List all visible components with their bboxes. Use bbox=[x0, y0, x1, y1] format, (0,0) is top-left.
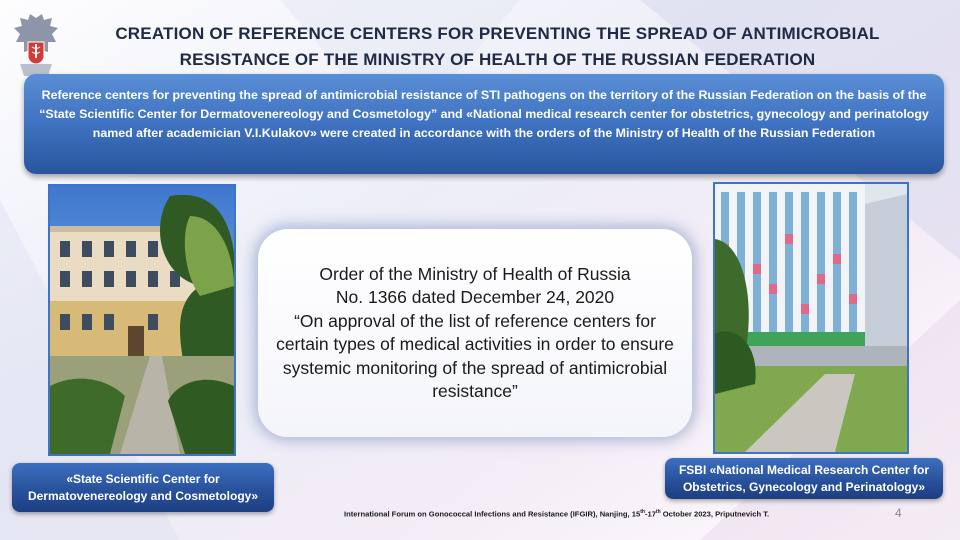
caption-left-text: «State Scientific Center for Dermatovenereology and Cosmetology» bbox=[27, 471, 259, 503]
dermatovenereology-center-photo bbox=[48, 184, 236, 456]
caption-perinatology-center bbox=[665, 458, 943, 499]
order-quote: “On approval of the list of reference centers for certain types of medical activities in order to ensure systemic monitoring of the spread of antimicrobial resistance” bbox=[276, 310, 674, 401]
order-quote-box bbox=[258, 229, 692, 437]
title-line-1: CREATION OF REFERENCE CENTERS FOR PREVENTING THE SPREAD OF ANTIMICROBIAL bbox=[115, 24, 880, 43]
footer-mid: -17 bbox=[644, 509, 656, 519]
footer-prefix: International Forum on Gonococcal Infections and Resistance (IFGIR), Nanjing, 15 bbox=[344, 509, 641, 519]
info-text: Reference centers for preventing the spread of antimicrobial resistance of STI pathogens on the territory of the Russian Federation on the basis of the “State Scientific Center for Dermatovenereology and Cosmetology” and «National medical research center for obstetrics, gynecology and perinatology named after academician V.I.Kulakov» were created in accordance with the orders of the Ministry of Health of the Russian Federation bbox=[39, 88, 929, 140]
order-title-line-2: No. 1366 dated December 24, 2020 bbox=[335, 287, 615, 307]
footer-suffix: October 2023, Priputnevich T. bbox=[660, 509, 770, 519]
slide-title bbox=[90, 21, 905, 73]
perinatology-center-photo bbox=[713, 182, 909, 454]
title-line-2: RESISTANCE OF THE MINISTRY OF HEALTH OF THE RUSSIAN FEDERATION bbox=[179, 50, 816, 69]
slide-footer bbox=[344, 509, 900, 519]
footer-sup-1: th bbox=[640, 509, 645, 515]
footer-sup-2: th bbox=[655, 509, 661, 515]
caption-right-text: FSBI «National Medical Research Center for Obstetrics, Gynecology and Perinatology» bbox=[678, 462, 930, 494]
order-title-line-1: Order of the Ministry of Health of Russia bbox=[319, 263, 631, 284]
caption-dermatovenereology-center bbox=[12, 463, 274, 512]
page-number: 4 bbox=[895, 506, 902, 520]
reference-centers-info-box bbox=[24, 74, 944, 174]
ministry-emblem-icon bbox=[10, 12, 62, 82]
